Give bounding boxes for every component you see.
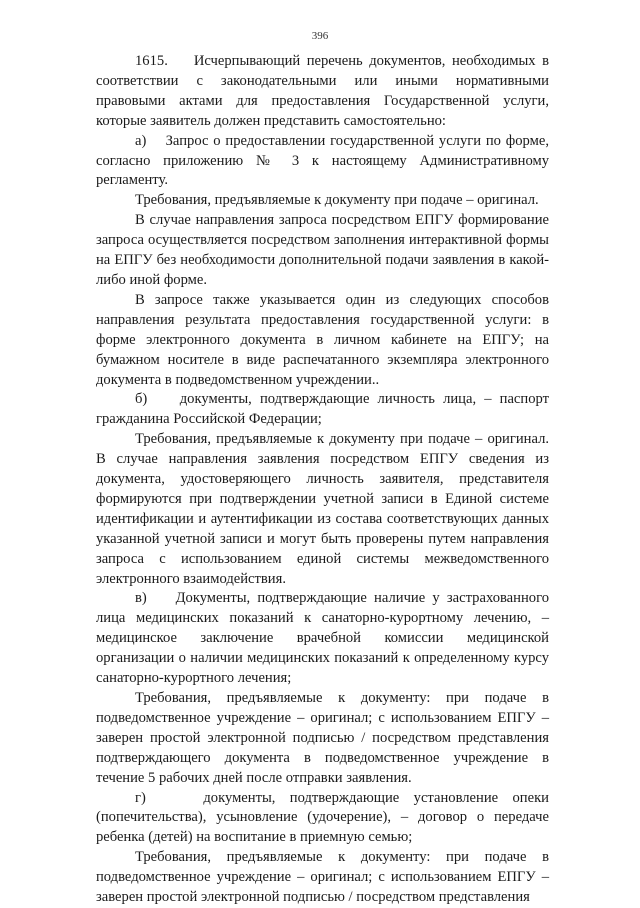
paragraph-epgu-request: В случае направления запроса посредством ЕПГУ формирование запроса осуществляется посредством заполнения интерактивной формы на ЕПГУ без необходимости дополнительной подачи заявления в какой-либо иной форме. — [96, 212, 549, 288]
paragraph-item-a: а) Запрос о предоставлении государственной услуги по форме, согласно приложению № 3 к настоящему Административному регламенту. — [96, 132, 549, 189]
paragraph-item-v: в) Документы, подтверждающие наличие у застрахованного лица медицинских показаний к санаторно-курортному лечению, – медицинское заключение врачебной комиссии медицинской организации о наличии медицинских показаний к определенному курсу санаторно-курортного лечения; — [96, 590, 549, 687]
paragraph-result-methods: В запросе также указывается один из следующих способов направления результата предоставления государственной услуги: в форме электронного документа в личном кабинете на ЕПГУ; на бумажном носителе в виде распечатанного экземпляра электронного документа в подведомственном учреждении.. — [96, 291, 549, 388]
paragraph-requirements-a: Требования, предъявляемые к документу при подаче – оригинал. — [135, 192, 539, 209]
page-number: 396 — [311, 30, 329, 42]
paragraph-requirements-g: Требования, предъявляемые к документу: при подаче в подведомственное учреждение – оригинал; с использованием ЕПГУ – заверен простой электронной подписью / посредством представления — [96, 849, 549, 906]
paragraph-1615-heading: 1615. Исчерпывающий перечень документов, необходимых в соответствии с законодательными или иными нормативными правовыми актами для предоставления Государственной услуги, которые заявитель должен представить самостоятельно: — [96, 53, 549, 129]
document-body — [96, 52, 549, 908]
paragraph-item-b: б) документы, подтверждающие личность лица, – паспорт гражданина Российской Федерации; — [96, 391, 549, 428]
paragraph-item-g: г) документы, подтверждающие установление опеки (попечительства), усыновление (удочерение), – договор о передаче ребенка (детей) на воспитание в приемную семью; — [96, 789, 549, 846]
paragraph-requirements-b: Требования, предъявляемые к документу при подаче – оригинал. В случае направления заявления посредством ЕПГУ сведения из документа, удостоверяющего личность заявителя, представителя формируются при подтверждении учетной записи в Единой системе идентификации и аутентификации из состава соответствующих данных указанной учетной записи и могут быть проверены путем направления запроса с использованием единой системы межведомственного электронного взаимодействия. — [96, 431, 549, 587]
paragraph-requirements-v: Требования, предъявляемые к документу: при подаче в подведомственное учреждение – оригинал; с использованием ЕПГУ – заверен простой электронной подписью / посредством представления подтверждающего документа в подведомственное учреждение в течение 5 рабочих дней после отправки заявления. — [96, 690, 549, 786]
